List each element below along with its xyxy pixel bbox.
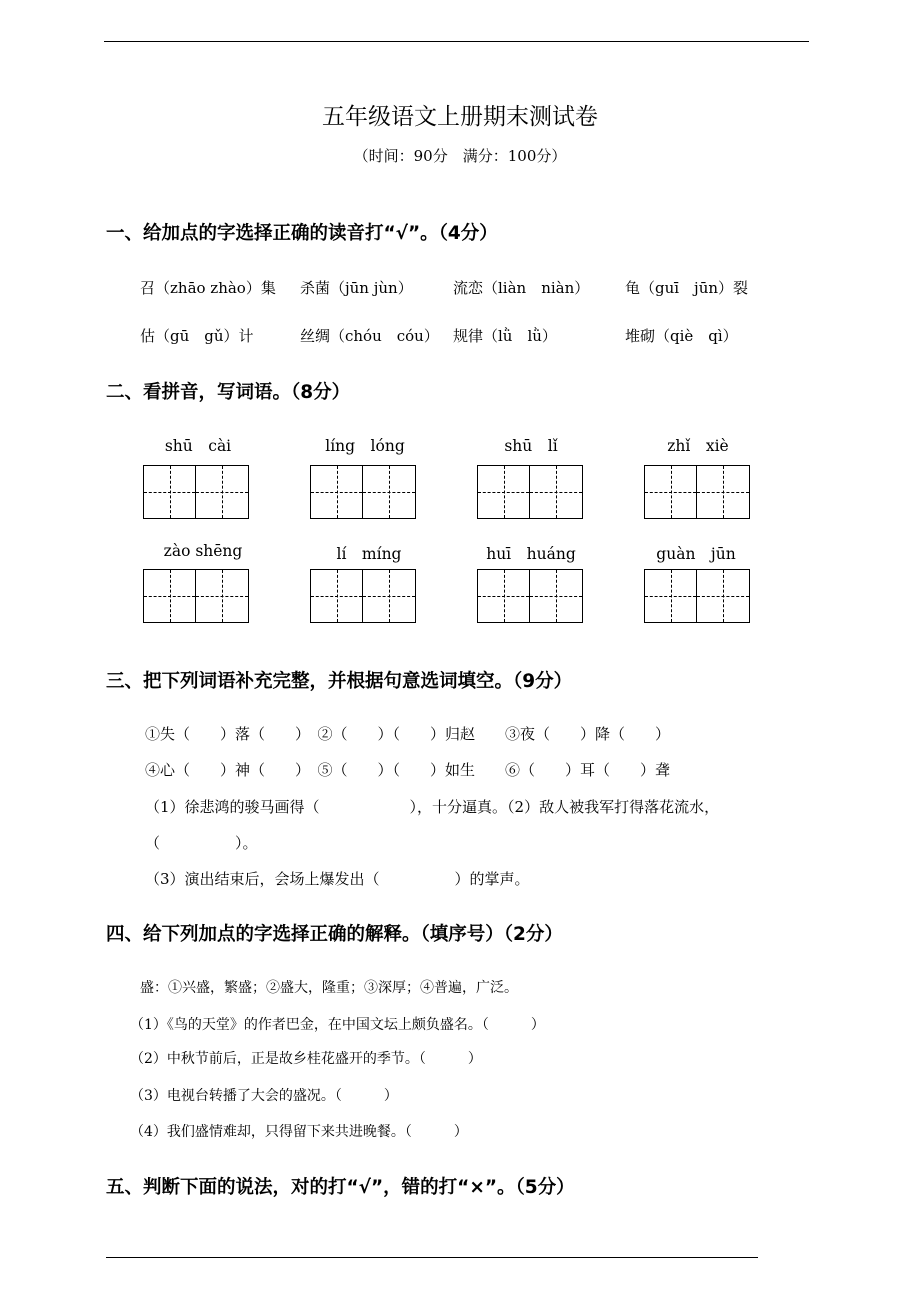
idiom-line: ④心（ ）神（ ） ⑤（ ）（ ）如生 ⑥（ ）耳（ ）聋 [145,761,671,779]
writing-grid[interactable] [644,569,750,623]
pinyin-label: huī huáng [486,545,576,563]
writing-grid[interactable] [477,569,583,623]
page-subtitle: （时间：90分 满分：100分） [353,147,567,165]
definition-line: 盛：①兴盛，繁盛；②盛大，隆重；③深厚；④普遍，广泛。 [140,980,518,996]
question-line: （1）《鸟的天堂》的作者巴金，在中国文坛上颇负盛名。（ ） [130,1017,545,1033]
pinyin-label: guàn jūn [656,545,736,563]
idiom-line: ①失（ ）落（ ） ②（ ）（ ）归赵 ③夜（ ）降（ ） [145,725,671,743]
section4-heading: 四、给下列加点的字选择正确的解释。（填序号）（2分） [106,924,563,945]
writing-grid[interactable] [477,465,583,519]
pronunciation-item: 召（zhāo zhào）集 [140,279,276,297]
question-line: （2）中秋节前后，正是故乡桂花盛开的季节。（ ） [130,1051,482,1067]
section2-heading: 二、看拼音，写词语。（8分） [106,382,351,403]
section1-heading: 一、给加点的字选择正确的读音打“√”。（4分） [106,223,498,244]
page-title: 五年级语文上册期末测试卷 [322,104,598,130]
fill-blank-sentence: （3）演出结束后，会场上爆发出（ ）的掌声。 [145,870,530,888]
section3-heading: 三、把下列词语补充完整，并根据句意选词填空。（9分） [106,671,573,692]
top-rule [104,41,809,42]
pronunciation-item: 堆砌（qiè qì） [625,327,738,345]
section5-heading: 五、判断下面的说法，对的打“√”，错的打“×”。（5分） [106,1177,575,1198]
pronunciation-item: 龟（guī jūn）裂 [625,279,749,297]
writing-grid[interactable] [143,465,249,519]
writing-grid[interactable] [310,465,416,519]
bottom-rule [106,1257,758,1258]
writing-grid[interactable] [310,569,416,623]
pinyin-label: zhǐ xiè [667,437,729,455]
pinyin-label: líng lóng [325,437,405,455]
pronunciation-item: 杀菌（jūn jùn） [300,279,413,297]
pronunciation-item: 丝绸（chóu cóu） [300,327,439,345]
pronunciation-item: 规律（lǜ lǜ） [453,327,557,345]
pinyin-label: shū cài [164,437,232,455]
writing-grid[interactable] [644,465,750,519]
fill-blank-sentence: （ ）。 [145,834,258,852]
writing-grid[interactable] [143,569,249,623]
pinyin-label: zào shēng [163,542,243,560]
pinyin-label: shū lǐ [504,437,558,455]
pinyin-label: lí míng [336,545,402,563]
pronunciation-item: 流恋（liàn niàn） [453,279,590,297]
question-line: （3）电视台转播了大会的盛况。（ ） [130,1088,398,1104]
question-line: （4）我们盛情难却，只得留下来共进晚餐。（ ） [130,1124,468,1140]
pronunciation-item: 估（gū gǔ）计 [140,327,254,345]
fill-blank-sentence: （1）徐悲鸿的骏马画得（ ），十分逼真。（2）敌人被我军打得落花流水， [145,798,720,816]
